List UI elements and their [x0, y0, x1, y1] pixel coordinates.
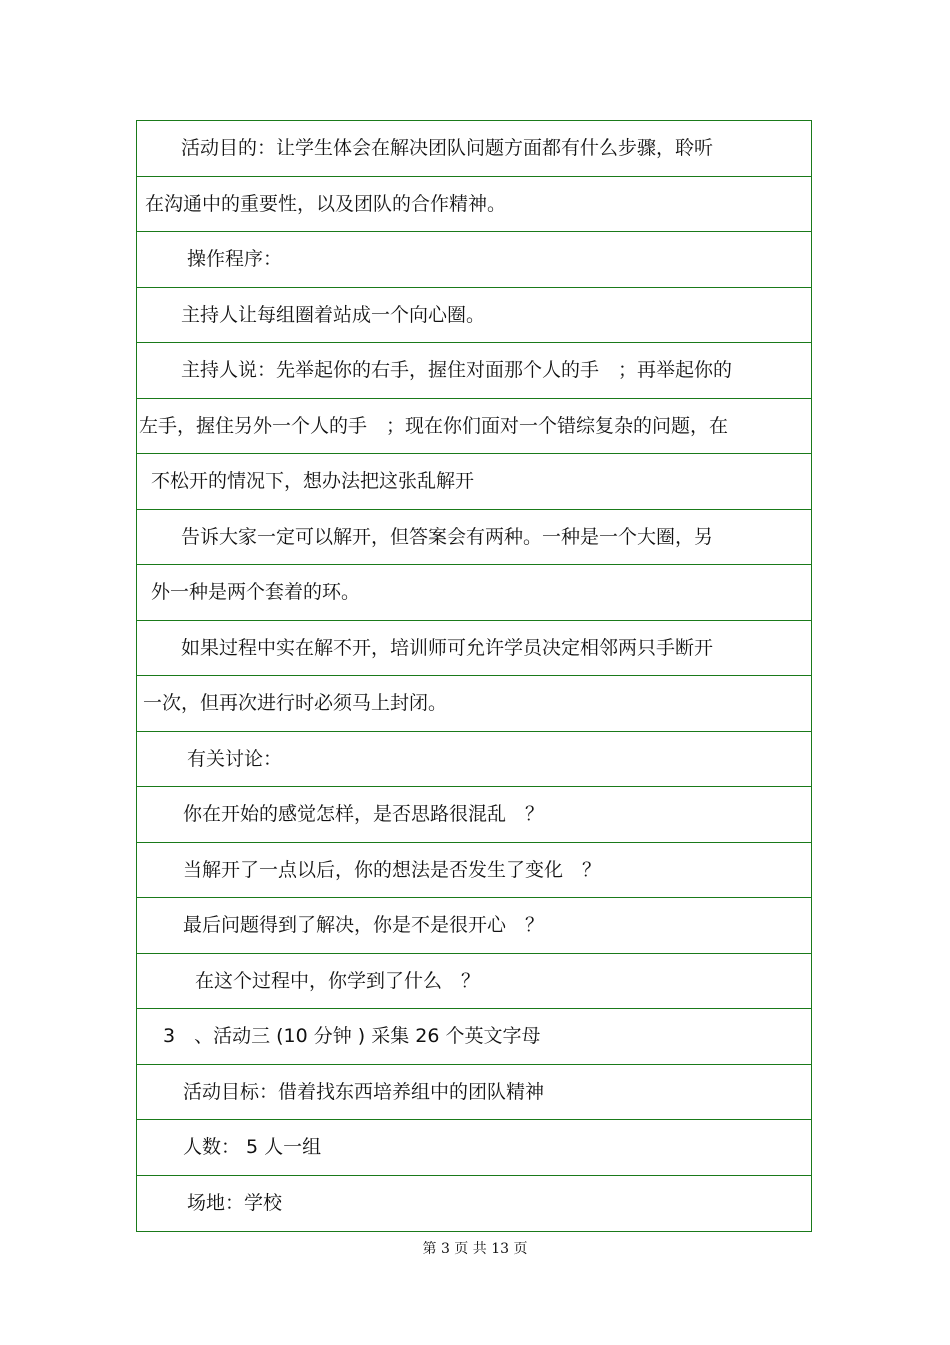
row-text: 主持人说：先举起你的右手，握住对面那个人的手 ；再举起你的 [181, 359, 733, 381]
table-row [137, 454, 811, 510]
row-text: 如果过程中实在解不开，培训师可允许学员决定相邻两只手断开 [181, 636, 714, 659]
row-text: 一次，但再次进行时必须马上封闭。 [143, 692, 448, 714]
row-text: 不松开的情况下，想办法把这张乱解开 [151, 470, 475, 492]
table-row [137, 121, 811, 177]
table-row [137, 1065, 811, 1121]
row-text: 活动目标：借着找东西培养组中的团队精神 [183, 1080, 545, 1103]
table-row [137, 288, 811, 344]
table-row [137, 1120, 811, 1176]
row-text: 左手，握住另外一个人的手 ；现在你们面对一个错综复杂的问题，在 [139, 414, 729, 437]
row-text: 在沟通中的重要性，以及团队的合作精神。 [145, 192, 507, 215]
table-row [137, 1176, 811, 1232]
row-text: 告诉大家一定可以解开，但答案会有两种。一种是一个大圈，另 [181, 525, 714, 548]
table-row [137, 954, 811, 1010]
table-row [137, 1009, 811, 1065]
row-text: 在这个过程中，你学到了什么 ？ [195, 969, 481, 992]
table-row [137, 399, 811, 455]
row-text: 当解开了一点以后，你的想法是否发生了变化 ？ [183, 858, 602, 881]
table-row [137, 732, 811, 788]
row-text: 有关讨论： [187, 747, 283, 770]
row-text: 活动目的：让学生体会在解决团队问题方面都有什么步骤，聆听 [181, 137, 714, 159]
table-row [137, 343, 811, 399]
row-text: 你在开始的感觉怎样，是否思路很混乱 ？ [183, 803, 545, 825]
table-row [137, 565, 811, 621]
table-row [137, 898, 811, 954]
table-row [137, 621, 811, 677]
row-text: 场地：学校 [187, 1191, 283, 1214]
row-text: 操作程序： [187, 248, 283, 270]
row-text: 主持人让每组圈着站成一个向心圈。 [181, 303, 486, 326]
row-text: 外一种是两个套着的环。 [151, 581, 361, 603]
table-row [137, 676, 811, 732]
table-row [137, 510, 811, 566]
table-row [137, 843, 811, 899]
table-row [137, 232, 811, 288]
content-table [136, 120, 812, 1232]
row-text: 最后问题得到了解决，你是不是很开心 ？ [183, 914, 545, 936]
row-text: 人数： 5 人一组 [183, 1136, 322, 1158]
table-row [137, 177, 811, 233]
table-row [137, 787, 811, 843]
page-number-footer: 第 3 页 共 13 页 [422, 1241, 528, 1257]
row-text: 3 、活动三 (10 分钟 ) 采集 26 个英文字母 [163, 1025, 541, 1047]
